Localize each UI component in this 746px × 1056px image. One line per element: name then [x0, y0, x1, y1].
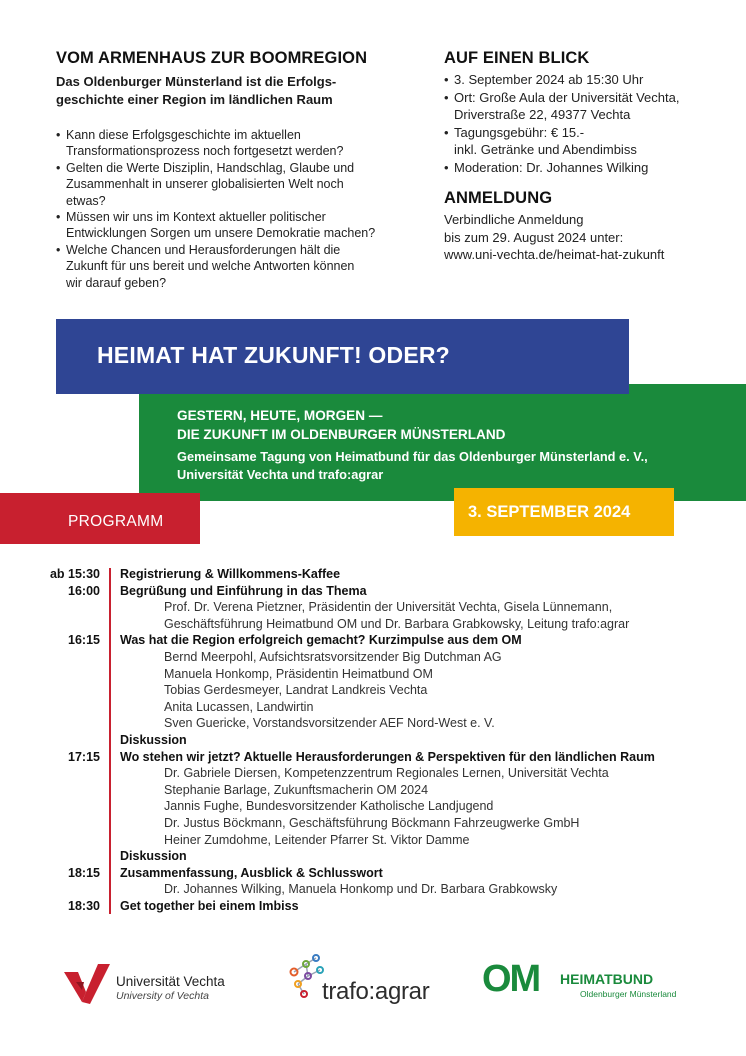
schedule-title: Diskussion: [120, 732, 187, 747]
schedule-title: Wo stehen wir jetzt? Aktuelle Herausforderungen & Perspektiven für den ländlichen Raum: [120, 749, 655, 764]
banner-hosts: [177, 448, 648, 484]
question-line: Zukunft für uns bereit und welche Antworten können: [66, 259, 355, 274]
schedule-row: [40, 881, 730, 898]
question-line: etwas?: [66, 193, 106, 208]
schedule-time: ab 15:30: [49, 567, 100, 581]
schedule-row: [40, 566, 730, 583]
subtitle-band: [139, 384, 746, 501]
om-subtitle: Oldenburger Münsterland: [580, 989, 677, 999]
glance-item-date: [444, 71, 734, 89]
question-item: [56, 127, 426, 160]
schedule-row: [40, 682, 730, 699]
schedule-speaker: Jannis Fughe, Bundesvorsitzender Katholische Landjugend: [164, 799, 494, 814]
schedule-row: [40, 898, 730, 915]
glance-line: • Tagungsgebühr: € 15.-: [454, 124, 585, 140]
schedule-speaker: Sven Guericke, Vorstandsvorsitzender AEF Nord-West e. V.: [164, 716, 495, 731]
om-mark: OM: [482, 958, 540, 1000]
registration-heading: ANMELDUNG: [444, 189, 553, 207]
schedule-time: 18:30: [68, 898, 100, 913]
question-line: Zusammenhalt in unserer globalisierten Welt noch: [66, 177, 344, 192]
banner-host-line: Universität Vechta und trafo:agrar: [177, 467, 384, 482]
question-line: • Welche Chancen und Herausforderungen hält die: [66, 242, 341, 257]
schedule-speaker: Manuela Honkomp, Präsidentin Heimatbund OM: [164, 666, 433, 681]
date-label: 3. SEPTEMBER 2024: [468, 503, 631, 521]
schedule-row: [40, 798, 730, 815]
schedule-row: [40, 699, 730, 716]
question-line: • Gelten die Werte Disziplin, Handschlag, Glaube und: [66, 160, 355, 175]
registration-url[interactable]: www.uni-vechta.de/heimat-hat-zukunft: [444, 247, 665, 262]
schedule-title: Get together bei einem Imbiss: [120, 898, 299, 913]
program-label: PROGRAMM: [68, 513, 164, 530]
schedule-row: [40, 632, 730, 649]
glance-line: • Ort: Große Aula der Universität Vechta,: [454, 89, 680, 105]
schedule-speaker: Stephanie Barlage, Zukunftsmacherin OM 2024: [164, 782, 429, 797]
schedule-speaker: Anita Lucassen, Landwirtin: [164, 699, 314, 714]
schedule-row: [40, 848, 730, 865]
univ-name: Universität Vechta: [116, 974, 225, 989]
logo-bar: [0, 950, 746, 1010]
glance-section: [444, 48, 734, 264]
banner-subtitle-line: DIE ZUKUNFT IM OLDENBURGER MÜNSTERLAND: [177, 427, 506, 442]
schedule-speaker: Heiner Zumdohme, Leitender Pfarrer St. Viktor Damme: [164, 832, 470, 847]
schedule-row: [40, 865, 730, 882]
schedule-speaker: Geschäftsführung Heimatbund OM und Dr. Barbara Grabkowsky, Leitung trafo:agrar: [164, 616, 630, 631]
intro-section: [56, 48, 426, 291]
schedule-row: [40, 749, 730, 766]
intro-subtitle-line: Das Oldenburger Münsterland ist die Erfolgs-: [56, 74, 337, 89]
glance-item-location: [444, 89, 734, 124]
question-line: wir darauf geben?: [66, 275, 167, 290]
intro-subtitle: [56, 73, 426, 109]
schedule-row: [40, 616, 730, 633]
question-list: [56, 127, 426, 291]
schedule-title: Zusammenfassung, Ausblick & Schlusswort: [120, 865, 383, 880]
banner-subtitle-line: GESTERN, HEUTE, MORGEN —: [177, 408, 383, 423]
question-item: [56, 160, 426, 209]
schedule-row: [40, 732, 730, 749]
schedule-row: [40, 666, 730, 683]
glance-line: • Moderation: Dr. Johannes Wilking: [454, 159, 649, 175]
univ-vechta-mark-icon: [62, 962, 110, 1006]
registration-line: Verbindliche Anmeldung: [444, 212, 584, 227]
question-line: Entwicklungen Sorgen um unsere Demokratie machen?: [66, 226, 376, 241]
schedule-time: 16:15: [68, 633, 100, 648]
intro-subtitle-line: geschichte einer Region im ländlichen Raum: [56, 92, 333, 107]
glance-item-moderation: [444, 159, 734, 177]
registration-line: bis zum 29. August 2024 unter:: [444, 229, 624, 245]
question-item: [56, 209, 426, 242]
schedule-row: [40, 765, 730, 782]
univ-vechta-logo: [62, 958, 242, 1008]
intro-heading: VOM ARMENHAUS ZUR BOOMREGION: [56, 49, 368, 67]
schedule-speaker: Dr. Gabriele Diersen, Kompetenzzentrum Regionales Lernen, Universität Vechta: [164, 766, 609, 781]
glance-list: [444, 71, 734, 176]
schedule-title: Begrüßung und Einführung in das Thema: [120, 583, 367, 598]
schedule-title: Diskussion: [120, 849, 187, 864]
glance-line: Driverstraße 22, 49377 Vechta: [454, 107, 631, 122]
glance-item-fee: [444, 124, 734, 159]
question-line: • Müssen wir uns im Kontext aktueller politischer: [66, 210, 326, 225]
schedule-speaker: Dr. Johannes Wilking, Manuela Honkomp und Dr. Barbara Grabkowsky: [164, 882, 558, 897]
registration-text: [444, 211, 734, 264]
schedule-time: 16:00: [68, 583, 100, 598]
glance-line: • 3. September 2024 ab 15:30 Uhr: [454, 72, 644, 87]
date-band: [454, 488, 674, 536]
schedule-row: [40, 715, 730, 732]
schedule-title: Was hat die Region erfolgreich gemacht? Kurzimpulse aus dem OM: [120, 633, 522, 648]
schedule-row: [40, 599, 730, 616]
schedule-time: 18:15: [68, 865, 100, 880]
program-label-band: [0, 493, 200, 544]
schedule-speaker: Prof. Dr. Verena Pietzner, Präsidentin der Universität Vechta, Gisela Lünnemann,: [164, 600, 613, 615]
heimatbund-logo: [482, 958, 682, 1002]
program-schedule: [40, 566, 730, 914]
schedule-time: 17:15: [68, 749, 100, 764]
glance-heading: AUF EINEN BLICK: [444, 49, 590, 67]
trafo-name: trafo:agrar: [322, 978, 430, 1005]
schedule-row: [40, 583, 730, 600]
schedule-title: Registrierung & Willkommens-Kaffee: [120, 567, 341, 581]
schedule-speaker: Tobias Gerdesmeyer, Landrat Landkreis Vechta: [164, 683, 428, 698]
om-title: HEIMATBUND: [560, 971, 654, 987]
banner-host-line: Gemeinsame Tagung von Heimatbund für das Oldenburger Münsterland e. V.,: [177, 449, 648, 464]
schedule-row: [40, 782, 730, 799]
schedule-row: [40, 815, 730, 832]
schedule-speaker: Dr. Justus Böckmann, Geschäftsführung Böckmann Fahrzeugwerke GmbH: [164, 815, 580, 830]
question-line: Transformationsprozess noch fortgesetzt werden?: [66, 144, 344, 159]
schedule-row: [40, 832, 730, 849]
trafo-agrar-logo: [286, 950, 456, 1010]
glance-line: inkl. Getränke und Abendimbiss: [454, 142, 637, 157]
page-title: HEIMAT HAT ZUKUNFT! ODER?: [97, 342, 450, 368]
question-item: [56, 242, 426, 291]
banner-subtitle: [177, 406, 506, 444]
title-band: [56, 319, 629, 394]
schedule-row: [40, 649, 730, 666]
question-line: • Kann diese Erfolgsgeschichte im aktuellen: [66, 128, 301, 142]
univ-subtitle: University of Vechta: [116, 990, 209, 1002]
schedule-rows: [40, 566, 730, 914]
schedule-speaker: Bernd Meerpohl, Aufsichtsratsvorsitzender Big Dutchman AG: [164, 649, 502, 664]
